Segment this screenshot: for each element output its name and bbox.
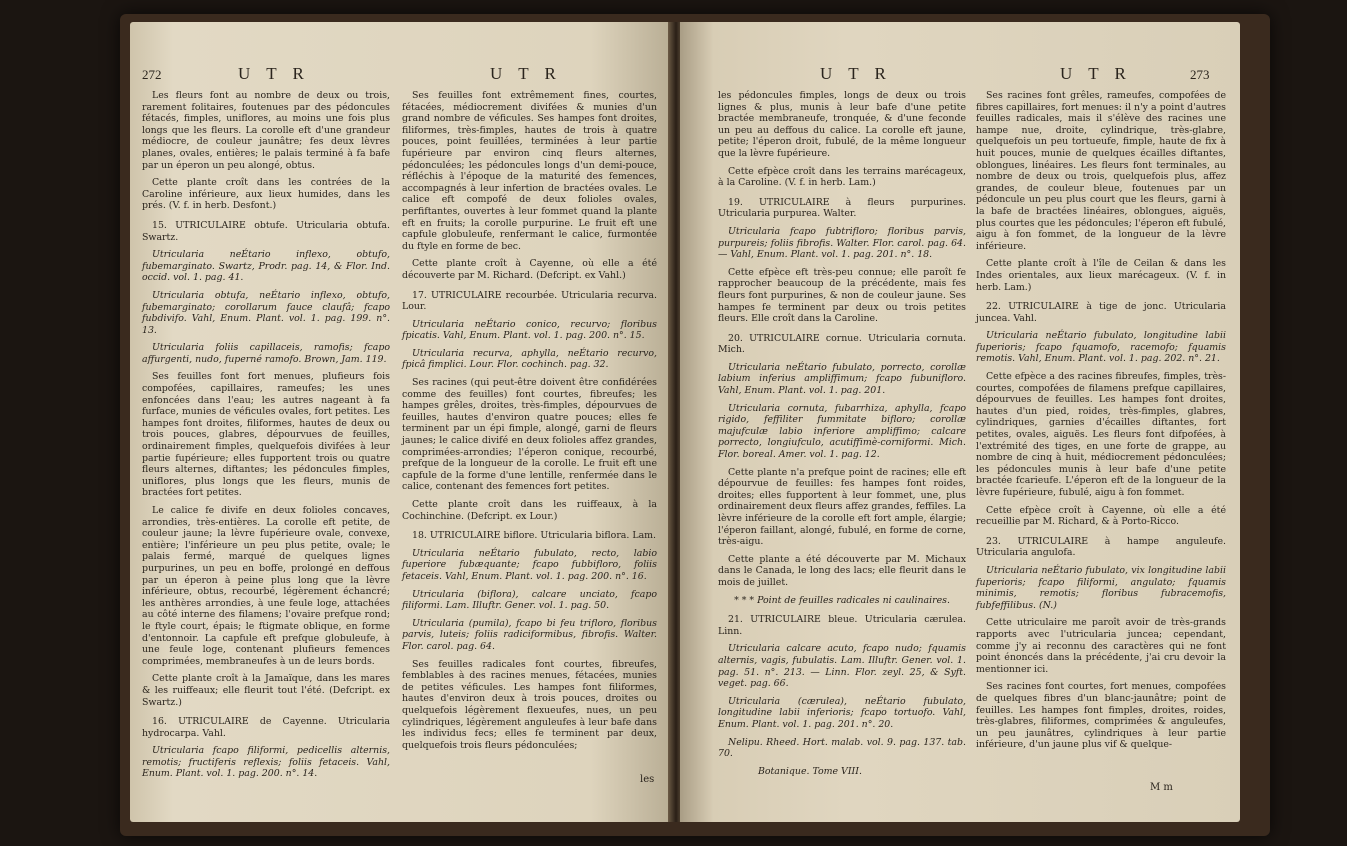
paragraph: Ses feuilles font extrêmement fines, courtes, fétacées, médiocrement divifées & munies d'un grand nombre de véficules. Ses hampes font droites, filiformes, très-fimples, hautes de trois à quatre pouces, point feuillées, terminées à leur partie fupérieure par environ cinq fleurs alternes, pédonculées; les pédoncules longs d'un demi-pouce, réfléchis à l'époque de la maturité des femences, accompagnés à leur infertion de bractées ovales. Le calice eft compofé de deux folioles ovales, perfiftantes, ouvertes à leur fommet quand la plante eft en fruits; la corolle purpurine. Le fruit eft une capfule globuleufe, renfermant le calice, furmontée du ftyle en forme de bec. — [402, 90, 657, 252]
paragraph: Le calice fe divife en deux folioles concaves, arrondies, très-entières. La corolle eft petite, de couleur jaune; la lèvre fupérieure ovale, convexe, entière; l'inférieure un peu plus petite, ovale; le palais fermé, marqué de quelques lignes purpurines, un peu en boffe, prolongé en deffous par un éperon à peine plus long que la lèvre inférieure, obtus, recourbé, légèrement échancré; les anthères arrondies, à une feule loge, attachées au côté interne des filamens; l'ovaire prefque rond; le ftyle court, épais; le ftigmate oblique, en forme d'entonnoir. La capfule eft prefque globuleufe, à une feule loge, contenant plufieurs femences comprimées, membraneufes à un de leurs bords. — [142, 505, 390, 667]
catchword: les — [640, 774, 655, 785]
latin-description: Utricularia neÉtario conico, recurvo; floribus fpicatis. Vahl, Enum. Plant. vol. 1. pag. 200. n°. 15. — [402, 318, 657, 342]
paragraph: Cette efpèce eft très-peu connue; elle paroît fe rapprocher beaucoup de la précédente, mais fes fleurs font purpurines, & non de couleur jaune. Ses hampes fe terminent par deux ou trois petites fleurs. Elle croît dans la Caroline. — [718, 266, 966, 325]
latin-description: Utricularia neÉtario fubulato, recto, labio fuperiore fubæquante; fcapo fubbifloro, foliis fetaceis. Vahl, Enum. Plant. vol. 1. pag. 200. n°. 16. — [402, 547, 657, 582]
left-page — [130, 22, 672, 822]
right-column-2 — [976, 90, 1226, 757]
right-page-number: 273 — [1190, 67, 1210, 82]
right-header-left: U T R — [820, 64, 892, 83]
latin-description: Utricularia fcapo filiformi, pedicellis alternis, remotis; fructiferis reflexis; foliis fetaceis. Vahl, Enum. Plant. vol. 1. pag. 200. n°. 14. — [142, 745, 390, 780]
latin-description: Utricularia (pumila), fcapo bi feu trifloro, floribus parvis, luteis; foliis radiciformibus, fibrofis. Walter. Flor. carol. pag. 64. — [402, 617, 657, 652]
right-header-right: U T R — [1060, 64, 1132, 83]
left-header-left: U T R — [238, 64, 310, 83]
latin-description: Utricularia neÉtario fubulato, vix longitudine labii fuperioris; fcapo filiformi, angulato; fquamis minimis, remotis; floribus fubracemofis, fubfeffilibus. (N.) — [976, 564, 1226, 611]
paragraph: Ses racines font courtes, fort menues, compofées de quelques fibres d'un blanc-jaunâtre; point de feuilles. Les hampes font fimples, droites, roides, très-glabres, filiformes, comprimées & anguleufes, un peu jaunâtres, cylindriques à leur partie inférieure, d'un jaune plus vif & quelque- — [976, 681, 1226, 751]
paragraph: Botanique. Tome VIII. — [758, 765, 862, 777]
paragraph: Cette efpèce croît dans les terrains marécageux, à la Caroline. (V. f. in herb. Lam.) — [718, 165, 966, 189]
right-page — [680, 22, 1240, 822]
paragraph: Cette efpèce croît à Cayenne, où elle a été recueillie par M. Richard, & à Porto-Ricco. — [976, 504, 1226, 528]
paragraph: * * * Point de feuilles radicales ni caulinaires. — [734, 594, 950, 606]
latin-description: Utricularia obtufa, neÉtario inflexo, obtufo, fubemarginato; corollarum fauce claufâ; fcapo fubdivifo. Vahl, Enum. Plant. vol. 1. pag. 199. n°. 13. — [142, 289, 390, 336]
paragraph: Cette plante croît à l'île de Ceilan & dans les Indes orientales, aux lieux marécageux. (V. f. in herb. Lam.) — [976, 258, 1226, 293]
latin-description: Utricularia neÉtario inflexo, obtufo, fubemarginato. Swartz, Prodr. pag. 14, & Flor. Ind. occid. vol. 1. pag. 41. — [142, 249, 390, 284]
paragraph: Ses racines font grêles, rameufes, compofées de fibres capillaires, fort menues: il n'y a point d'autres feuilles radicales, mais il s'élève des racines une hampe nue, droite, cylindrique, très-glabre, quelquefois un peu tortueufe, fimple, haute de fix à huit pouces, munie de quelques écailles diftantes, oblongues, linéaires. Les fleurs font terminales, au nombre de deux ou trois, quelquefois plus, affez grandes, de couleur bleue, foutenues par un pédoncule un peu plus court que les fleurs, garni à la bafe de bractées linéaires, oblongues, aiguës, plus courtes que les pédoncules; l'éperon eft fubulé, aigu à fon fommet, de la longueur de la lèvre inférieure. — [976, 90, 1226, 252]
left-column-2 — [402, 90, 657, 757]
species-entry: 20. UTRICULAIRE cornue. Utricularia cornuta. Mich. — [718, 332, 966, 356]
latin-description: Utricularia (biflora), calcare unciato, fcapo filiformi. Lam. Illuftr. Gener. vol. 1. pag. 50. — [402, 588, 657, 612]
species-entry: 15. UTRICULAIRE obtufe. Utricularia obtufa. Swartz. — [142, 219, 390, 243]
paragraph: Cette plante croît à la Jamaïque, dans les mares & les ruiffeaux; elle fleurit tout l'été. (Defcript. ex Swartz.) — [142, 673, 390, 708]
latin-description: Utricularia cornuta, fubarrhiza, aphylla, fcapo rigido, feffiliter fummitate bifloro; corollæ majufculæ labio inferiore ampliffimo; calcare porrecto, longiufculo, acutiffimè-corniformi. Mich. Flor. boreal. Amer. vol. 1. pag. 12. — [718, 402, 966, 461]
latin-description: Utricularia foliis capillaceis, ramofis; fcapo affurgenti, nudo, fuperné ramofo. Brown, Jam. 119. — [142, 342, 390, 365]
latin-description: Utricularia (cærulea), neÉtario fubulato, longitudine labii inferioris; fcapo tortuofo. Vahl, Enum. Plant. vol. 1. pag. 201. n°. 20. — [718, 695, 966, 730]
left-column-1 — [142, 90, 390, 786]
latin-description: Utricularia neÉtario fubulato, longitudine labii fuperioris; fcapo fquamofo, racemofo; fquamis remotis. Vahl, Enum. Plant. vol. 1. pag. 202. n°. 21. — [976, 330, 1226, 365]
paragraph: Cette plante croît à Cayenne, où elle a été découverte par M. Richard. (Defcript. ex Vahl.) — [402, 258, 657, 281]
paragraph: Ses racines (qui peut-être doivent être confidérées comme des feuilles) font courtes, fibreufes; les hampes grêles, droites, très-fimples, dépourvues de feuilles, hautes d'environ quatre pouces; elles fe terminent par un épi fimple, alongé, garni de fleurs jaunes; le calice divifé en deux folioles affez grandes, comprimées-arrondies; l'éperon conique, recourbé, prefque de la longueur de la corolle. Le fruit eft une capfule de la forme d'une lentille, renfermée dans le calice, contenant des femences fort petites. — [402, 377, 657, 493]
left-page-number: 272 — [142, 67, 162, 82]
latin-description: Utricularia fcapo fubtrifloro; floribus parvis, purpureis; foliis fibrofis. Walter. Flor. carol. pag. 64. — Vahl, Enum. Plant. vol. 1. pag. 201. n°. 18. — [718, 225, 966, 261]
paragraph: Cette plante a été découverte par M. Michaux dans le Canada, le long des lacs; elle fleurit dans le mois de juillet. — [718, 553, 966, 588]
latin-description: Utricularia neÉtario fubulato, porrecto, corollæ labium inferius ampliffimum; fcapo fubunifloro. Vahl, Enum. Plant. vol. 1. pag. 201. — [718, 361, 966, 397]
latin-description: Utricularia recurva, aphylla, neÉtario recurvo, fpicâ fimplici. Lour. Flor. cochinch. pag. 32. — [402, 347, 657, 371]
signature-mark: M m — [1150, 782, 1173, 793]
left-header-right: U T R — [490, 64, 562, 83]
paragraph: Cette efpèce a des racines fibreufes, fimples, très-courtes, compofées de filamens prefque capillaires, dépourvues de feuilles. Les hampes font droites, hautes d'un pied, roides, très-fimples, glabres, cylindriques, garnies d'écailles diftantes, fort petites, ovales, aiguës. Les fleurs font difpofées, à l'extrémité des tiges, en une forte de grappe, au nombre de cinq à huit, médiocrement pédonculées; les pédoncules munis à leur bafe d'une petite bractée fcarieufe. L'éperon eft de la longueur de la lèvre fupérieure, fubulé, aigu à fon fommet. — [976, 371, 1226, 498]
species-entry: 23. UTRICULAIRE à hampe anguleufe. Utricularia angulofa. — [976, 535, 1226, 559]
paragraph: Cette plante croît dans les ruiffeaux, à la Cochinchine. (Defcript. ex Lour.) — [402, 499, 657, 522]
right-column-1 — [718, 90, 966, 783]
paragraph: Ses feuilles radicales font courtes, fibreufes, femblables à des racines menues, fétacées, munies de petites véficules. Les hampes font filiformes, hautes d'environ deux à trois pouces, droites ou quelquefois légèrement flexueufes, nues, un peu cylindriques, légèrement anguleufes à leur bafe dans les individus fecs; elles fe terminent par deux, quelquefois trois fleurs pédonculées; — [402, 658, 657, 751]
latin-description: Nelipu. Rheed. Hort. malab. vol. 9. pag. 137. tab. 70. — [718, 736, 966, 760]
paragraph: Les fleurs font au nombre de deux ou trois, rarement folitaires, foutenues par des pédoncules fétacés, fimples, uniflores, au moins une fois plus longs que les fleurs. La corolle eft d'une grandeur médiocre, de couleur jaunâtre; fes deux lèvres planes, ovales, entières; le palais terminé à fa bafe par un éperon un peu alongé, obtus. — [142, 90, 390, 171]
species-entry: 18. UTRICULAIRE biflore. Utricularia biflora. Lam. — [412, 530, 657, 542]
species-entry: 17. UTRICULAIRE recourbée. Utricularia recurva. Lour. — [402, 289, 657, 313]
paragraph: Cette plante croît dans les contrées de la Caroline inférieure, aux lieux humides, dans les prés. (V. f. in herb. Desfont.) — [142, 177, 390, 212]
paragraph: Cette plante n'a prefque point de racines; elle eft dépourvue de feuilles: fes hampes font roides, droites; elles fupportent à leur fommet, une, plus ordinairement deux fleurs affez grandes, feffiles. La lèvre inférieure de la corolle eft fort ample, élargie; l'éperon faillant, alongé, fubulé, en forme de corne, très-aigu. — [718, 466, 966, 548]
paragraph: Ses feuilles font fort menues, plufieurs fois compofées, capillaires, rameufes; les unes enfoncées dans l'eau; les autres nageant à fa furface, munies de véficules ovales, fort petites. Les hampes font droites, filiformes, hautes de deux ou trois pouces, glabres, dépourvues de feuilles, ordinairement fimples, quelquefois divifées à leur partie fupérieure; elles fupportent trois ou quatre fleurs alternes, diftantes; les pédoncules fimples, uniflores, plus longs que les fleurs, munis de bractées fort petites. — [142, 371, 390, 499]
paragraph: Cette utriculaire me paroît avoir de très-grands rapports avec l'utricularia juncea; cependant, comme j'y ai reconnu des caractères qui ne font point énoncés dans la précédente, j'ai cru devoir la mentionner ici. — [976, 617, 1226, 675]
species-entry: 21. UTRICULAIRE bleue. Utricularia cærulea. Linn. — [718, 614, 966, 637]
latin-description: Utricularia calcare acuto, fcapo nudo; fquamis alternis, vagis, fubulatis. Lam. Illuftr. Gener. vol. 1. pag. 51. n°. 213. — Linn. Flor. zeyl. 25, & Syft. veget. pag. 66. — [718, 643, 966, 690]
paragraph: les pédoncules fimples, longs de deux ou trois lignes & plus, munis à leur bafe d'une petite bractée membraneufe, tronquée, & d'une feconde un peu au deffous du calice. La corolle eft jaune, petite; l'éperon droit, fubulé, de la même longueur que la lèvre fupérieure. — [718, 90, 966, 159]
species-entry: 22. UTRICULAIRE à tige de jonc. Utricularia juncea. Vahl. — [976, 301, 1226, 324]
species-entry: 16. UTRICULAIRE de Cayenne. Utricularia hydrocarpa. Vahl. — [142, 716, 390, 739]
species-entry: 19. UTRICULAIRE à fleurs purpurines. Utricularia purpurea. Walter. — [718, 196, 966, 220]
